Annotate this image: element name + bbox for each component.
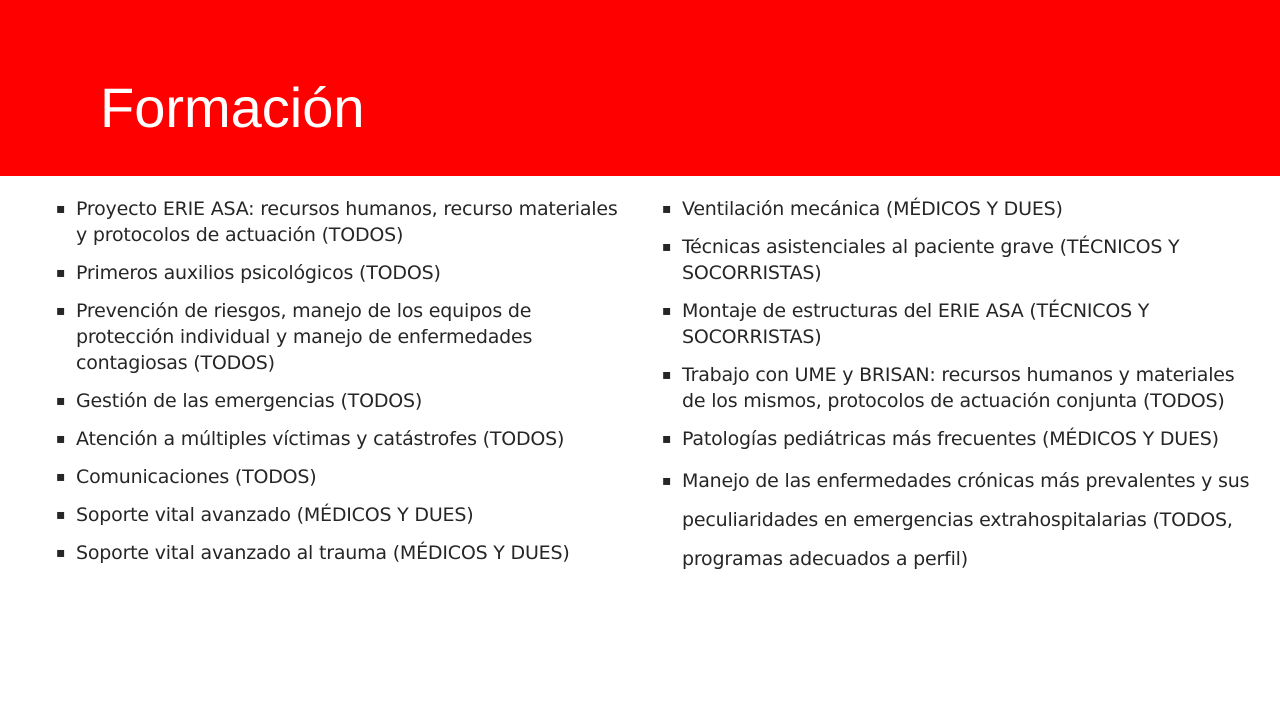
list-item <box>658 462 1253 579</box>
list-item <box>52 298 627 376</box>
list-item-text: Técnicas asistenciales al paciente grave (TÉCNICOS Y SOCORRISTAS) <box>682 236 1180 284</box>
list-item-text: Atención a múltiples víctimas y catástrofes (TODOS) <box>76 428 565 450</box>
square-bullet-icon: ▪ <box>662 303 672 319</box>
list-item <box>658 196 1253 222</box>
list-item-text: Soporte vital avanzado (MÉDICOS Y DUES) <box>76 504 474 526</box>
square-bullet-icon: ▪ <box>56 507 66 523</box>
square-bullet-icon: ▪ <box>56 303 66 319</box>
list-item-text: Comunicaciones (TODOS) <box>76 466 317 488</box>
square-bullet-icon: ▪ <box>662 431 672 447</box>
list-item <box>52 426 627 452</box>
list-item-text: Ventilación mecánica (MÉDICOS Y DUES) <box>682 198 1063 220</box>
list-item <box>658 362 1253 414</box>
list-item <box>52 260 627 286</box>
square-bullet-icon: ▪ <box>56 545 66 561</box>
left-bullet-list <box>52 196 627 578</box>
list-item-text: Patologías pediátricas más frecuentes (MÉDICOS Y DUES) <box>682 428 1219 450</box>
list-item <box>658 234 1253 286</box>
list-item-text: Gestión de las emergencias (TODOS) <box>76 390 423 412</box>
square-bullet-icon: ▪ <box>662 201 672 217</box>
list-item-text: Trabajo con UME y BRISAN: recursos humanos y materiales de los mismos, protocolos de actuación conjunta (TODOS) <box>682 364 1235 412</box>
list-item <box>658 298 1253 350</box>
square-bullet-icon: ▪ <box>56 393 66 409</box>
list-item-text: Montaje de estructuras del ERIE ASA (TÉCNICOS Y SOCORRISTAS) <box>682 300 1150 348</box>
square-bullet-icon: ▪ <box>662 367 672 383</box>
square-bullet-icon: ▪ <box>56 431 66 447</box>
square-bullet-icon: ▪ <box>56 265 66 281</box>
slide-title: Formación <box>100 76 365 139</box>
list-item-text: Proyecto ERIE ASA: recursos humanos, recurso materiales y protocolos de actuación (TODOS) <box>76 198 618 246</box>
list-item <box>52 388 627 414</box>
list-item <box>52 540 627 566</box>
title-banner <box>0 0 1280 176</box>
list-item-text: Primeros auxilios psicológicos (TODOS) <box>76 262 441 284</box>
square-bullet-icon: ▪ <box>56 201 66 217</box>
square-bullet-icon: ▪ <box>662 239 672 255</box>
list-item <box>52 464 627 490</box>
list-item-text: Prevención de riesgos, manejo de los equipos de protección individual y manejo de enfermedades contagiosas (TODOS) <box>76 300 533 374</box>
list-item-text: Manejo de las enfermedades crónicas más prevalentes y sus peculiaridades en emergencias extrahospitalarias (TODOS, programas adecuados a perfil) <box>682 470 1250 570</box>
right-bullet-list <box>658 196 1253 591</box>
list-item <box>658 426 1253 452</box>
list-item <box>52 502 627 528</box>
list-item-text: Soporte vital avanzado al trauma (MÉDICOS Y DUES) <box>76 542 570 564</box>
square-bullet-icon: ▪ <box>662 473 672 489</box>
square-bullet-icon: ▪ <box>56 469 66 485</box>
list-item <box>52 196 627 248</box>
